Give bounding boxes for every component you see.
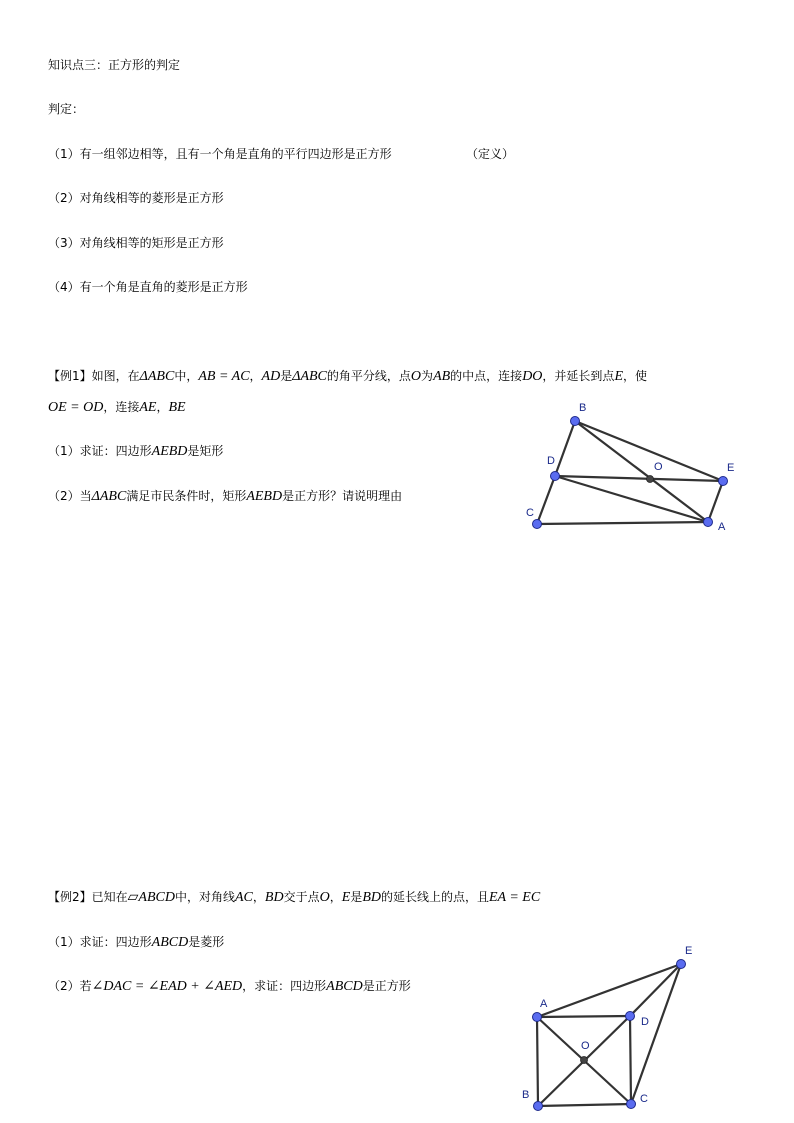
ex2-t: 已知在 (91, 890, 128, 904)
ex2-t: 是菱形 (188, 935, 225, 949)
ex2-math: BD (362, 890, 381, 905)
ex1-math: AE (139, 400, 157, 415)
ex1-t: （2）当 (48, 489, 92, 503)
point-O (581, 1057, 588, 1064)
seg-EA (708, 481, 723, 522)
ex1-math: BE (168, 400, 186, 415)
ex2-math: BD (264, 890, 284, 905)
seg-AE (537, 964, 681, 1017)
point-O (647, 476, 654, 483)
rule-4-text: 有一个角是直角的菱形是正方形 (79, 280, 248, 294)
ex1-math: AEBD (151, 444, 188, 459)
ex1-t: ，使 (623, 369, 648, 383)
ex2-math: ABCD (326, 979, 363, 994)
ex1-t: 中， (174, 369, 199, 383)
point-C (533, 520, 542, 529)
seg-EC (631, 964, 681, 1104)
ex1-t: 的中点，连接 (450, 369, 523, 383)
rule-2-num: （2） (48, 191, 80, 205)
example2-tag: 【例2】 (48, 890, 92, 904)
ex2-t: 是 (350, 890, 363, 904)
rule-3-num: （3） (48, 236, 80, 250)
ex1-t: ，并延长到点 (542, 369, 615, 383)
point-D (626, 1012, 635, 1021)
label-D: D (547, 455, 555, 467)
seg-ED (630, 964, 681, 1016)
example1-tag: 【例1】 (48, 369, 92, 383)
ex1-t: 是正方形？请说明理由 (282, 489, 403, 503)
point-C (627, 1100, 636, 1109)
rule-1-note: （定义） (466, 147, 515, 161)
label-D: D (641, 1016, 649, 1028)
example1-statement-line1 (48, 368, 647, 385)
ex2-t: 中，对角线 (174, 890, 235, 904)
seg-BD (555, 421, 575, 476)
point-A (533, 1013, 542, 1022)
label-E: E (727, 462, 735, 474)
rule-2-text: 对角线相等的菱形是正方形 (79, 191, 224, 205)
example2-question-1 (48, 934, 224, 951)
label-C: C (640, 1093, 648, 1105)
ex2-math: EA = EC (489, 890, 541, 905)
rule-3-text: 对角线相等的矩形是正方形 (79, 236, 224, 250)
label-A: A (540, 998, 548, 1010)
seg-BA (575, 421, 708, 522)
ex2-math: E (341, 890, 351, 905)
example1-question-2 (48, 488, 402, 505)
ex1-math: O (410, 369, 422, 384)
rule-1 (48, 146, 392, 162)
ex1-t: ， (249, 369, 262, 383)
label-E: E (685, 945, 693, 957)
seg-CB (538, 1104, 631, 1106)
seg-DC (630, 1016, 631, 1104)
ex2-t: 交于点 (283, 890, 320, 904)
ex2-math: ▱ABCD (127, 890, 175, 905)
ex2-t: ， (252, 890, 265, 904)
seg-DE (555, 476, 723, 481)
ex1-t: 满足市民条件时，矩形 (126, 489, 247, 503)
point-E (677, 960, 686, 969)
ex2-t: 是正方形 (362, 979, 411, 993)
seg-BE (575, 421, 723, 481)
label-B: B (522, 1089, 530, 1101)
ex1-math: ΔABC (292, 369, 327, 384)
example1-statement-line2 (48, 399, 186, 416)
ex1-t: ，连接 (103, 400, 140, 414)
ex1-math: AD (261, 369, 281, 384)
ex1-t: ， (156, 400, 169, 414)
label-O: O (654, 461, 663, 473)
judge-label: 判定： (48, 102, 85, 116)
label-C: C (526, 507, 534, 519)
ex1-t: 的角平分线，点 (326, 369, 411, 383)
point-E (719, 477, 728, 486)
seg-BA (537, 1017, 538, 1106)
rule-1-text: 有一组邻边相等，且有一个角是直角的平行四边形是正方形 (79, 147, 392, 161)
ex2-math: ABCD (151, 935, 189, 950)
point-A (704, 518, 713, 527)
seg-AD (537, 1016, 630, 1017)
example1-question-1 (48, 443, 223, 460)
example2-question-2 (48, 978, 411, 995)
ex2-t: ， (329, 890, 342, 904)
ex1-math: DO (522, 369, 543, 384)
ex2-t: ，求证：四边形 (242, 979, 327, 993)
label-O: O (581, 1040, 590, 1052)
ex2-t: （2）若 (48, 979, 92, 993)
point-D (551, 472, 560, 481)
ex1-math: AB (433, 369, 451, 384)
rule-4 (48, 279, 248, 295)
ex2-t: 的延长线上的点，且 (380, 890, 489, 904)
rule-1-num: （1） (48, 147, 80, 161)
ex1-math: ΔABC (91, 489, 127, 504)
rule-2 (48, 190, 224, 206)
ex2-math: AC (235, 890, 253, 905)
ex1-math: OE = OD (48, 400, 104, 415)
seg-DA (555, 476, 708, 522)
ex1-math: ΔABC (139, 369, 175, 384)
example2-figure (510, 938, 710, 1118)
ex1-t: 如图，在 (91, 369, 140, 383)
point-B (534, 1102, 543, 1111)
point-B (571, 417, 580, 426)
seg-CA (537, 522, 708, 524)
label-B: B (579, 402, 587, 414)
label-A: A (718, 521, 726, 533)
example2-statement (48, 889, 540, 906)
seg-DC (537, 476, 555, 524)
ex1-t: 是矩形 (187, 444, 224, 458)
rule-4-num: （4） (48, 280, 80, 294)
ex2-t: （1）求证：四边形 (48, 935, 152, 949)
ex2-math: O (319, 890, 330, 905)
ex1-math: E (614, 369, 623, 384)
section-title: 知识点三：正方形的判定 (48, 58, 181, 72)
ex1-t: 为 (421, 369, 434, 383)
ex1-t: 是 (280, 369, 293, 383)
rule-3 (48, 235, 224, 251)
ex2-math: ∠DAC = ∠EAD + ∠AED (91, 979, 243, 994)
ex1-math: AEBD (246, 489, 283, 504)
ex1-math: AB = AC (198, 369, 250, 384)
example1-figure (520, 395, 760, 540)
ex1-t: （1）求证：四边形 (48, 444, 152, 458)
